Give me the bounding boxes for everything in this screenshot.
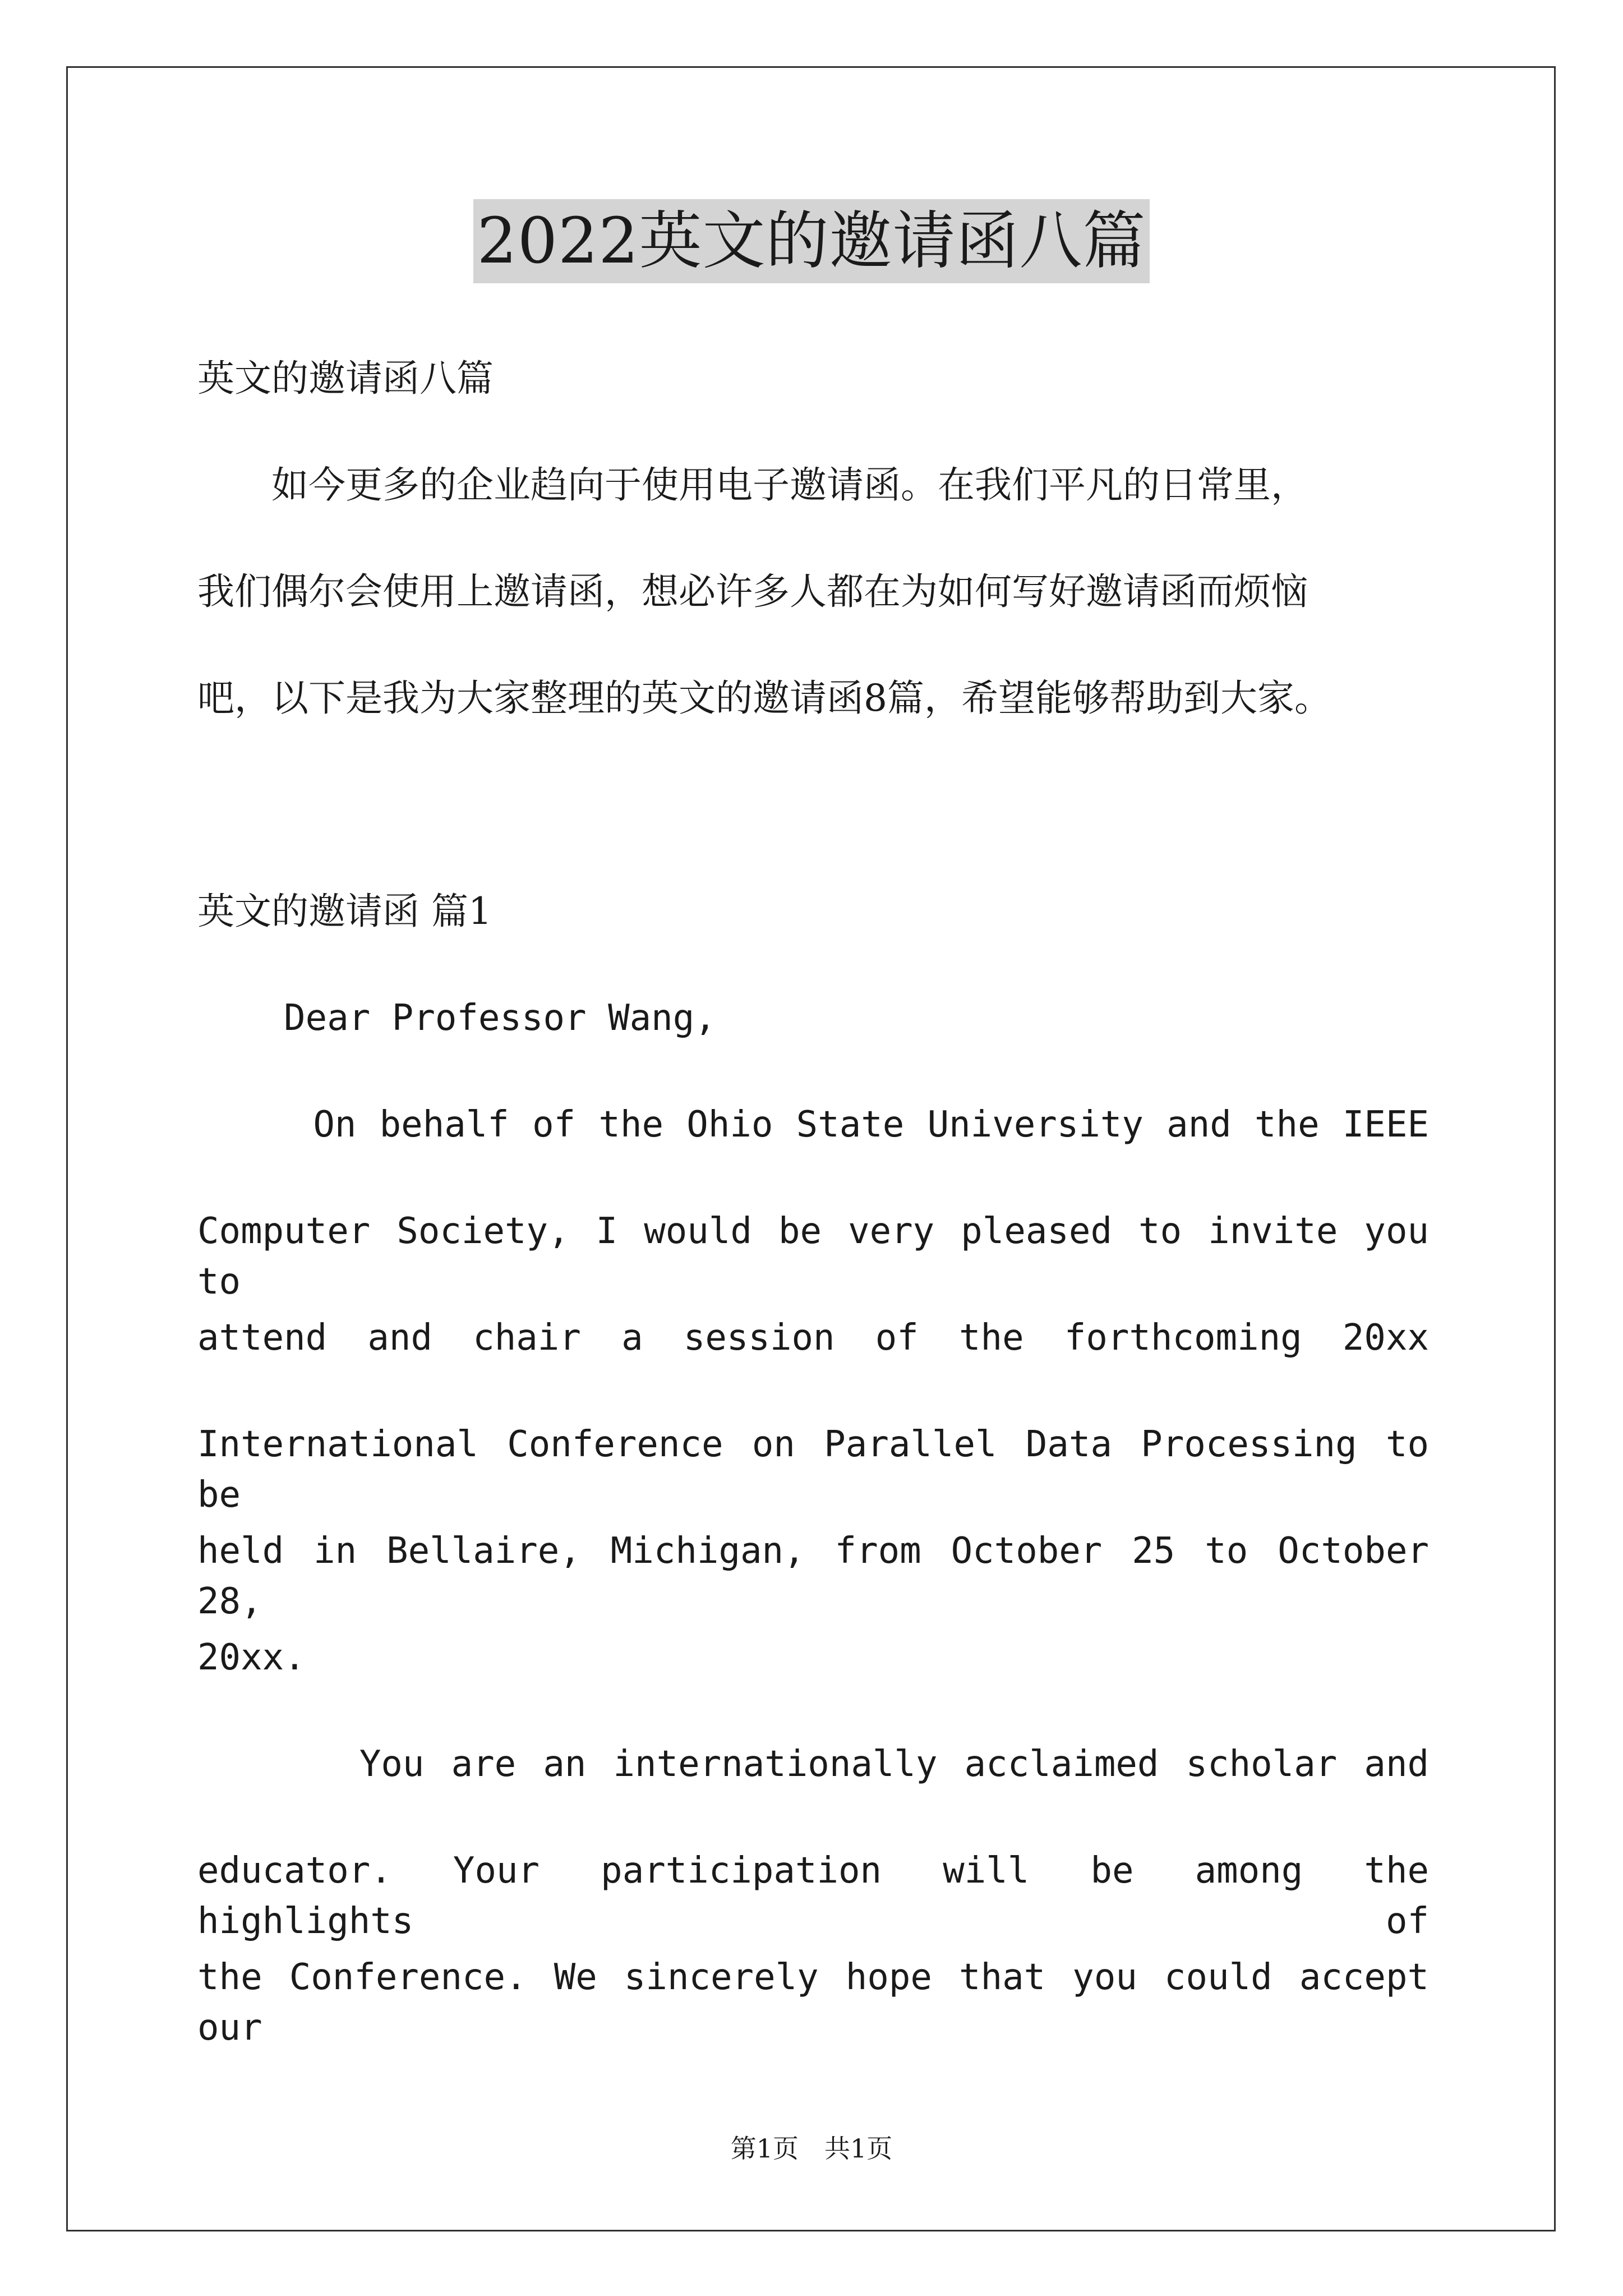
letter-line-3: Computer Society, I would be very pleased to invite you to [197, 1211, 1429, 1303]
page-footer: 第1页 共1页 [730, 2133, 893, 2164]
letter-line-2: On behalf of the Ohio State University and the IEEE [197, 1104, 1430, 1145]
letter-line-4: attend and chair a session of the forthcoming 20xx [197, 1317, 1429, 1359]
letter-line-6: held in Bellaire, Michigan, from October 25 to October 28, [197, 1530, 1429, 1622]
letter-line-7: 20xx. [197, 1637, 306, 1678]
intro-line-1: 如今更多的企业趋向于使用电子邀请函。在我们平凡的日常里， [197, 463, 1308, 507]
letter-line-9: educator. Your participation will be among the highlights of [197, 1850, 1429, 1942]
letter-salutation: Dear Professor Wang, [197, 997, 716, 1039]
title-container [0, 199, 1623, 283]
intro-line-2: 我们偶尔会使用上邀请函，想必许多人都在为如何写好邀请函而烦恼 [197, 570, 1308, 613]
document-subtitle: 英文的邀请函八篇 [197, 357, 494, 400]
section-heading: 英文的邀请函 篇1 [197, 890, 492, 933]
letter-line-10: the Conference. We sincerely hope that you could accept our [197, 1957, 1429, 2049]
letter-line-8: You are an internationally acclaimed scholar and [197, 1743, 1429, 1785]
intro-line-3: 吧，以下是我为大家整理的英文的邀请函8篇，希望能够帮助到大家。 [197, 677, 1331, 720]
letter-line-5: International Conference on Parallel Data Processing to be [197, 1424, 1429, 1516]
document-title: 2022英文的邀请函八篇 [473, 199, 1149, 283]
